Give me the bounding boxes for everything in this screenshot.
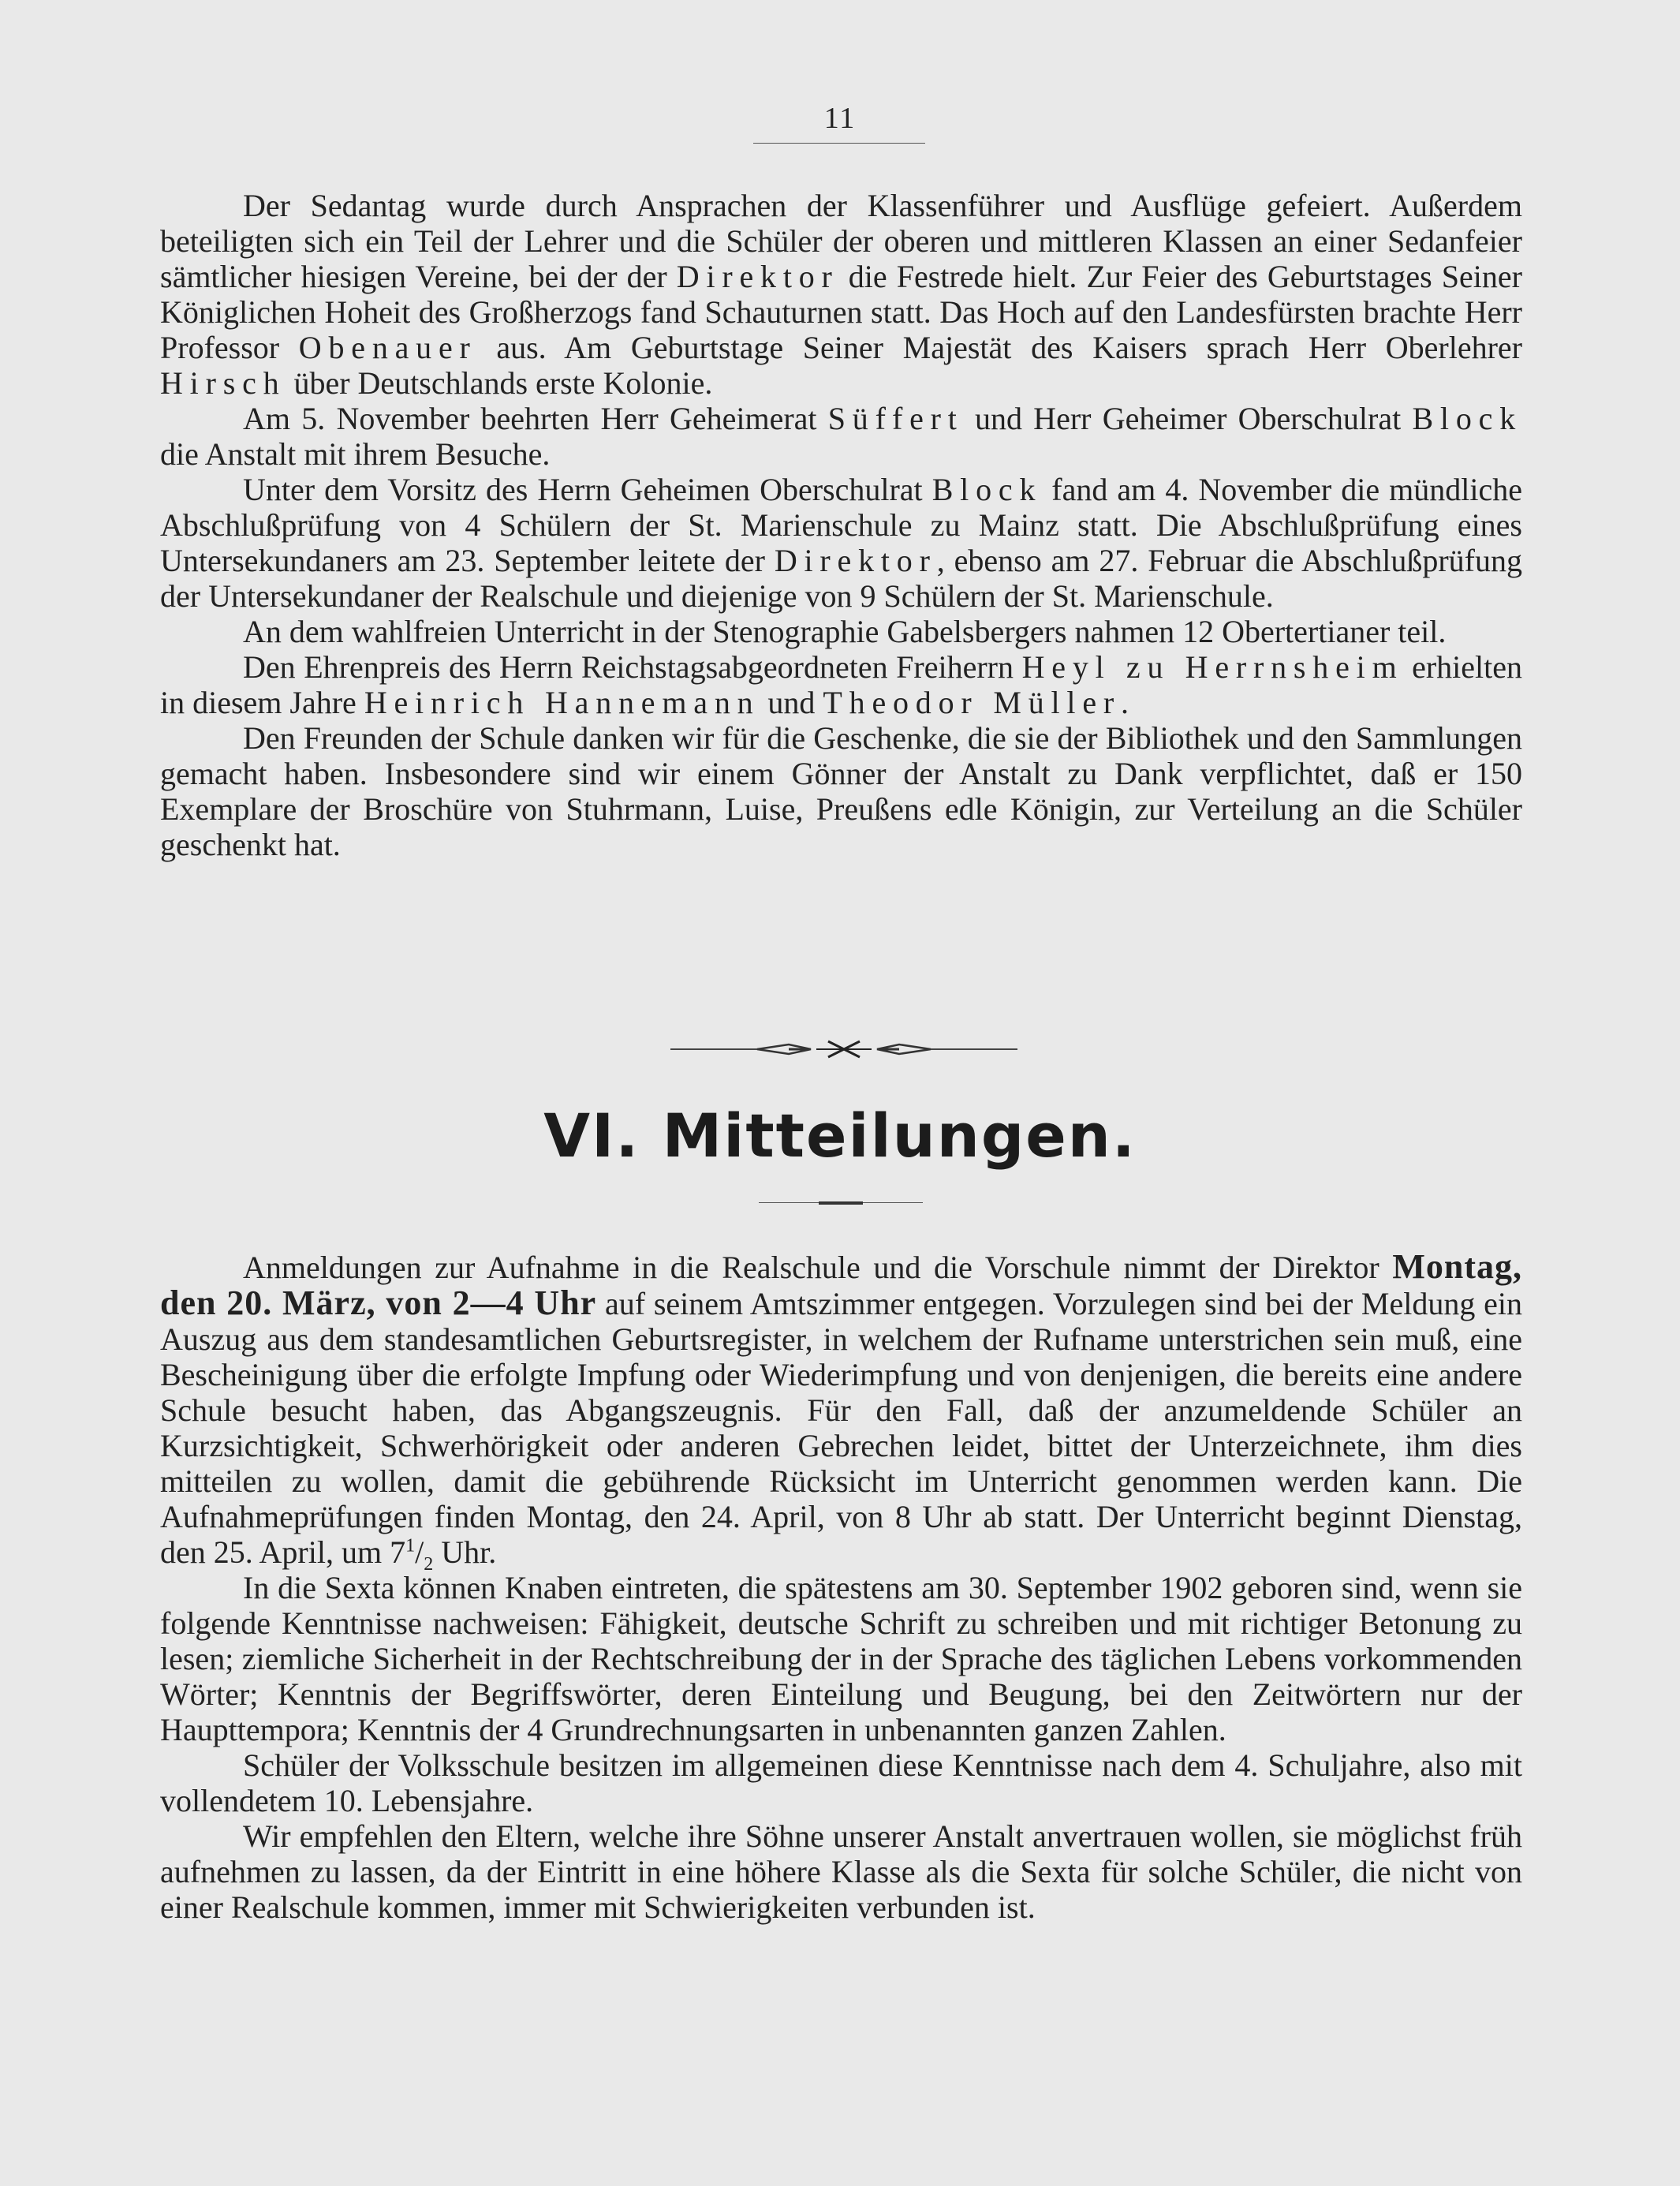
- section-announcements: [160, 1249, 1522, 1925]
- section-heading: VI. Mitteilungen.: [543, 1100, 1137, 1171]
- spaced-name: Heinrich Hannemann: [364, 685, 760, 720]
- paragraph-thanks: Den Freunden der Schule danken wir für die Geschenke, die sie der Bibliothek und den Sammlungen gemacht haben. Insbesondere sind wir einem Gönner der Anstalt zu Dank verpflichtet, daß er 150 Exemplare der Broschüre von Stuhrmann, Luise, Preußens edle Königin, zur Verteilung an die Schüler geschenkt hat.: [160, 720, 1522, 862]
- spaced-name: Block: [931, 472, 1043, 507]
- paragraph-sedantag: Der Sedantag wurde durch Ansprachen der Klassenführer und Ausflüge gefeiert. Außerdem beteiligten sich ein Teil der Lehrer und die Schüler der oberen und mittleren Klassen an einer Sedanfeier sämtlicher hiesigen Vereine, bei der der Direktor die Festrede hielt. Zur Feier des Geburtstages Seiner Königlichen Hoheit des Großherzogs fand Schauturnen statt. Das Hoch auf den Landesfürsten brachte Herr Professor Obenauer aus. Am Geburtstage Seiner Majestät des Kaisers sprach Herr Oberlehrer Hirsch über Deutschlands erste Kolonie.: [160, 188, 1522, 401]
- spaced-name: Block: [1412, 401, 1522, 436]
- spaced-name: Heyl zu Herrnsheim: [1021, 649, 1404, 685]
- paragraph-prize: Den Ehrenpreis des Herrn Reichstagsabgeordneten Freiherrn Heyl zu Herrnsheim erhielten in diesem Jahre Heinrich Hannemann und Theodor Müller.: [160, 649, 1522, 720]
- paragraph-visit: Am 5. November beehrten Herr Geheimerat Süffert und Herr Geheimer Oberschulrat Block die Anstalt mit ihrem Besuche.: [160, 401, 1522, 472]
- paragraph-stenography: An dem wahlfreien Unterricht in der Stenographie Gabelsbergers nahmen 12 Obertertianer teil.: [243, 614, 1447, 649]
- section-chronicle: [160, 188, 1522, 862]
- spaced-name: Direktor: [676, 259, 839, 294]
- heading-rule-thick: [819, 1201, 863, 1205]
- paragraph-volksschule: Schüler der Volksschule besitzen im allgemeinen diese Kenntnisse nach dem 4. Schuljahre, also mit vollendetem 10. Lebensjahre.: [160, 1747, 1522, 1818]
- page-number: 11: [823, 102, 857, 135]
- ornament-divider-icon: [670, 1033, 1017, 1065]
- paragraph-recommendation: Wir empfehlen den Eltern, welche ihre Söhne unserer Anstalt anvertrauen wollen, sie möglichst früh aufnehmen zu lassen, da der Eintritt in eine höhere Klasse als die Sexta für solche Schüler, die nicht von einer Realschule kommen, immer mit Schwierigkeiten verbunden ist.: [160, 1818, 1522, 1925]
- registration-date: Montag, den 20. März, von 2—4 Uhr: [160, 1247, 1522, 1322]
- spaced-name: Hirsch: [160, 365, 286, 401]
- fraction-denominator: 2: [424, 1554, 434, 1575]
- spaced-name: Direktor: [774, 543, 937, 578]
- spaced-name: Süffert: [827, 401, 964, 436]
- fraction-slash: /: [415, 1534, 424, 1570]
- fraction-numerator: 1: [405, 1535, 416, 1556]
- paragraph-registration: Anmeldungen zur Aufnahme in die Realschule und die Vorschule nimmt der Direktor Montag, den 20. März, von 2—4 Uhr auf seinem Amtszimmer entgegen. Vorzulegen sind bei der Meldung ein Auszug aus dem standesamtlichen Geburtsregister, in welchem der Rufname unterstrichen sein muß, eine Bescheinigung über die erfolgte Impfung oder Wiederimpfung und von denjenigen, die bereits eine andere Schule besucht haben, das Abgangszeugnis. Für den Fall, daß der anzumeldende Schüler an Kurzsichtigkeit, Schwerhörigkeit oder anderen Gebrechen leidet, bittet der Unterzeichnete, ihm dies mitteilen zu wollen, damit die gebührende Rücksicht im Unterricht genommen werden kann. Die Aufnahmeprüfungen finden Montag, den 24. April, von 8 Uhr ab statt. Der Unterricht beginnt Dienstag, den 25. April, um $7^1/_2$ Uhr.: [160, 1247, 1522, 1575]
- spaced-name: Obenauer: [298, 330, 477, 365]
- page-number-rule: [753, 143, 925, 144]
- paragraph-sexta: In die Sexta können Knaben eintreten, die spätestens am 30. September 1902 geboren sind, wenn sie folgende Kenntnisse nachweisen: Fähigkeit, deutsche Schrift zu schreiben und mit richtiger Betonung zu lesen; ziemliche Sicherheit in der Rechtschreibung der in der Sprache des täglichen Lebens vorkommenden Wörter; Kenntnis der Begriffswörter, deren Einteilung und Beugung, bei den Zeitwörtern nur der Haupttempora; Kenntnis der 4 Grundrechnungsarten in unbenannten ganzen Zahlen.: [160, 1570, 1522, 1747]
- paragraph-exams: Unter dem Vorsitz des Herrn Geheimen Oberschulrat Block fand am 4. November die mündliche Abschlußprüfung von 4 Schülern der St. Marienschule zu Mainz statt. Die Abschlußprüfung eines Untersekundaners am 23. September leitete der Direktor, ebenso am 27. Februar die Abschlußprüfung der Untersekundaner der Realschule und diejenige von 9 Schülern der St. Marienschule.: [160, 472, 1523, 614]
- spaced-name: Theodor Müller: [823, 685, 1121, 720]
